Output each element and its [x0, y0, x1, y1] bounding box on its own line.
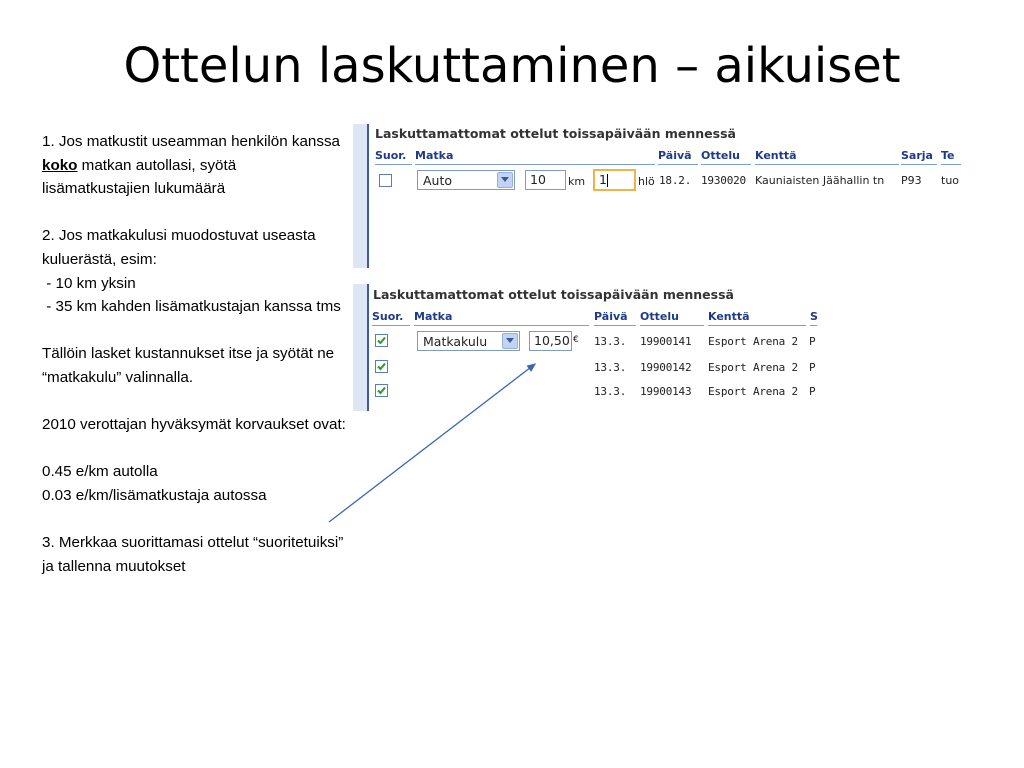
column-header-ottelu: Ottelu: [701, 149, 751, 165]
column-header-ottelu: Ottelu: [640, 310, 704, 326]
passengers-value: 1: [599, 172, 607, 187]
column-header-paiva: Päivä: [658, 149, 698, 165]
match-series: P: [809, 385, 816, 398]
match-venue: Esport Arena 2: [708, 385, 798, 398]
column-header-matka: Matka: [414, 310, 589, 326]
slide-title: Ottelun laskuttaminen – aikuiset: [123, 38, 901, 94]
column-header-paiva: Päivä: [594, 310, 636, 326]
instruction-step-1-start: 1. Jos matkustit useamman henkilön kanssa: [42, 133, 340, 150]
instruction-step-2: 2. Jos matkakulusi muodostuvat useasta kuluerästä, esim:: [42, 227, 316, 268]
instruction-example-1: - 10 km yksin: [42, 274, 136, 292]
match-team: tuo: [941, 174, 960, 187]
match-series: P: [809, 335, 816, 348]
match-number: 19900141: [640, 335, 692, 348]
column-header-sarja: Sarja: [901, 149, 937, 165]
match-venue: Esport Arena 2: [708, 335, 798, 348]
column-header-kentta: Kenttä: [755, 149, 899, 165]
match-number: 19900142: [640, 361, 692, 374]
match-series: P93: [901, 174, 922, 187]
km-unit-label: km: [568, 175, 586, 188]
instruction-rates-heading: 2010 verottajan hyväksymät korvaukset ovat:: [42, 416, 346, 434]
match-series: P: [809, 361, 816, 374]
instruction-rate-passenger: 0.03 e/km/lisämatkustaja autossa: [42, 486, 267, 504]
column-header-suor: Suor.: [375, 149, 412, 165]
persons-unit-label: hlö: [638, 175, 655, 188]
panel-title: Laskuttamattomat ottelut toissapäivään mennessä: [375, 126, 736, 141]
kilometers-input[interactable]: 10: [525, 170, 566, 190]
instruction-note: Tällöin lasket kustannukset itse ja syötät ne “matkakulu” valinnalla.: [42, 345, 335, 386]
expense-amount-input[interactable]: 10,50: [529, 331, 572, 351]
column-header-s: S: [810, 310, 817, 326]
instruction-step-1-end: matkan autollasi, syötä lisämatkustajien lukumäärä: [42, 156, 237, 198]
match-number: 19900143: [640, 385, 692, 398]
match-venue: Kauniaisten Jäähallin tn: [755, 174, 885, 187]
instruction-keyword-koko: koko: [42, 156, 78, 174]
column-header-kentta: Kenttä: [708, 310, 806, 326]
panel-title: Laskuttamattomat ottelut toissapäivään mennessä: [373, 287, 734, 302]
match-number: 1930020: [701, 174, 746, 187]
column-header-te: Te: [941, 149, 961, 165]
match-date: 13.3.: [594, 361, 627, 374]
match-date: 18.2.: [659, 174, 692, 187]
match-date: 13.3.: [594, 385, 627, 398]
instruction-rate-car: 0.45 e/km autolla: [42, 463, 158, 481]
match-venue: Esport Arena 2: [708, 361, 798, 374]
travel-type-value: Matkakulu: [423, 334, 488, 349]
travel-type-value: Auto: [423, 173, 453, 188]
column-header-matka: Matka: [415, 149, 655, 165]
instruction-example-2: - 35 km kahden lisämatkustajan kanssa tms: [42, 298, 341, 316]
currency-label: €: [573, 335, 579, 345]
match-date: 13.3.: [594, 335, 627, 348]
instruction-step-3: 3. Merkkaa suorittamasi ottelut “suoritetuiksi” ja tallenna muutokset: [42, 534, 344, 575]
column-header-suor: Suor.: [372, 310, 410, 326]
